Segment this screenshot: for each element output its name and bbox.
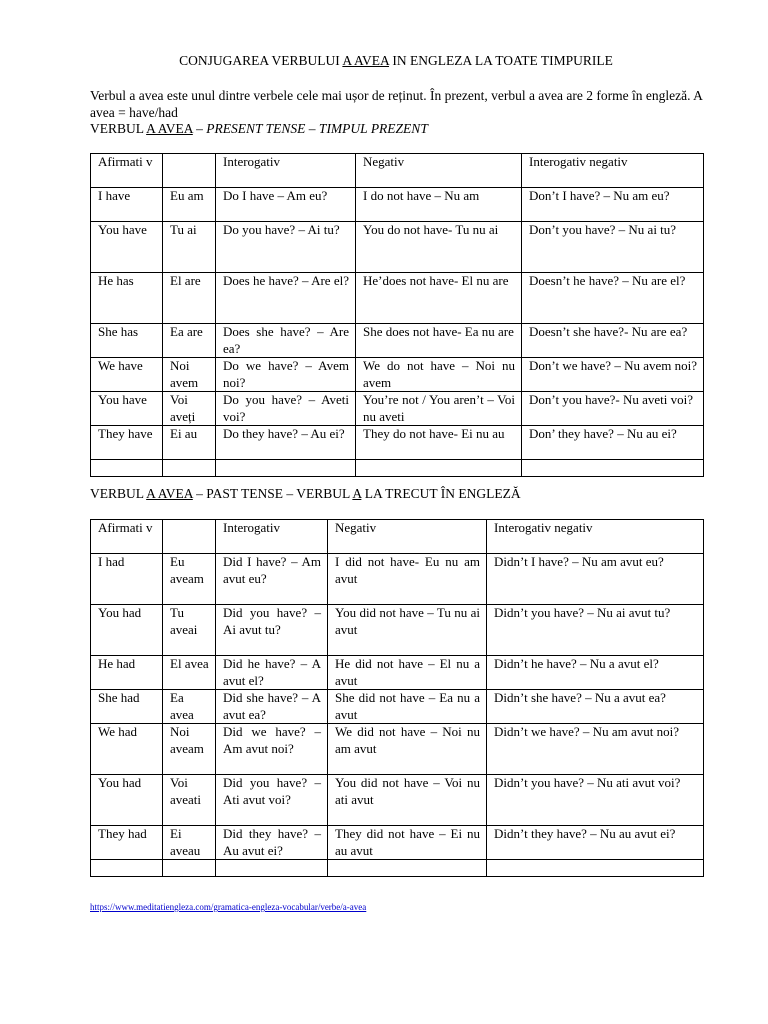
cell-interrogative-negative: Don’t we have? – Nu avem noi? [522,358,704,392]
cell-romanian: Ea avea [163,690,216,724]
cell-interrogative-negative: Don’t you have?- Nu aveti voi? [522,392,704,426]
table-row [91,273,704,324]
heading-italic: PRESENT TENSE – TIMPUL PREZENT [206,121,428,136]
cell-interrogative: Did we have? – Am avut noi? [216,724,328,775]
header-cell-negative: Negativ [328,520,487,554]
table-row [91,605,704,656]
cell-romanian: Ei au [163,426,216,460]
header-cell-negative: Negativ [356,154,522,188]
header-cell-interrogative: Interogativ [216,520,328,554]
empty-cell [163,860,216,877]
table-row [91,554,704,605]
heading-part: VERBUL [90,486,147,501]
cell-negative: You’re not / You aren’t – Voi nu aveti [356,392,522,426]
cell-interrogative: Does he have? – Are el? [216,273,356,324]
table-header-row [91,154,704,188]
cell-interrogative-negative: Doesn’t she have?- Nu are ea? [522,324,704,358]
heading-underlined: A [352,486,362,501]
cell-romanian: Eu am [163,188,216,222]
cell-affirmative: I had [91,554,163,605]
cell-affirmative: You had [91,775,163,826]
cell-interrogative-negative: Don’ they have? – Nu au ei? [522,426,704,460]
table-empty-row [91,460,704,477]
cell-interrogative-negative: Didn’t they have? – Nu au avut ei? [487,826,704,860]
cell-negative: She does not have- Ea nu are [356,324,522,358]
heading-underlined: A AVEA [146,121,193,136]
cell-affirmative: She had [91,690,163,724]
cell-affirmative: We had [91,724,163,775]
cell-interrogative: Do you have? – Ai tu? [216,222,356,273]
empty-cell [328,860,487,877]
cell-negative: They did not have – Ei nu au avut [328,826,487,860]
heading-underlined: A AVEA [146,486,193,501]
cell-romanian: Noi avem [163,358,216,392]
cell-negative: You do not have- Tu nu ai [356,222,522,273]
cell-interrogative: Did you have? – Ai avut tu? [216,605,328,656]
cell-negative: He did not have – El nu a avut [328,656,487,690]
table-empty-row [91,860,704,877]
cell-affirmative: They had [91,826,163,860]
cell-affirmative: You had [91,605,163,656]
cell-affirmative: I have [91,188,163,222]
cell-interrogative: Did I have? – Am avut eu? [216,554,328,605]
cell-negative: I do not have – Nu am [356,188,522,222]
cell-romanian: Ei aveau [163,826,216,860]
intro-paragraph: Verbul a avea este unul dintre verbele cele mai ușor de reținut. În prezent, verbul a avea are 2 forme în engleză. A avea = have/had [90,88,703,120]
cell-interrogative-negative: Didn’t you have? – Nu ai avut tu? [487,605,704,656]
cell-romanian: Tu aveai [163,605,216,656]
table-row [91,656,704,690]
cell-romanian: El are [163,273,216,324]
table-header-row [91,520,704,554]
empty-cell [522,460,704,477]
table-row [91,775,704,826]
cell-negative: They do not have- Ei nu au [356,426,522,460]
cell-interrogative: Do I have – Am eu? [216,188,356,222]
cell-interrogative-negative: Didn’t he have? – Nu a avut el? [487,656,704,690]
heading-part: VERBUL [90,121,147,136]
header-cell-interrogative-negative: Interogativ negativ [487,520,704,554]
cell-negative: You did not have – Tu nu ai avut [328,605,487,656]
cell-interrogative-negative: Don’t I have? – Nu am eu? [522,188,704,222]
header-cell-interrogative-negative: Interogativ negativ [522,154,704,188]
cell-interrogative: Did he have? – A avut el? [216,656,328,690]
cell-affirmative: They have [91,426,163,460]
cell-interrogative: Did she have? – A avut ea? [216,690,328,724]
cell-negative: We do not have – Noi nu avem [356,358,522,392]
cell-affirmative: She has [91,324,163,358]
table-row [91,358,704,392]
cell-romanian: El avea [163,656,216,690]
cell-negative: We did not have – Noi nu am avut [328,724,487,775]
empty-cell [487,860,704,877]
header-cell-affirmative: Afirmati v [91,520,163,554]
cell-interrogative-negative: Didn’t you have? – Nu ati avut voi? [487,775,704,826]
empty-cell [216,860,328,877]
cell-interrogative-negative: Didn’t I have? – Nu am avut eu? [487,554,704,605]
title-part: CONJUGAREA VERBULUI [179,53,343,68]
cell-interrogative: Do they have? – Au ei? [216,426,356,460]
source-link[interactable]: https://www.meditatiengleza.com/gramatica-engleza-vocabular/verbe/a-avea [90,902,367,912]
empty-cell [216,460,356,477]
table-row [91,724,704,775]
cell-affirmative: He had [91,656,163,690]
table-row [91,392,704,426]
present-tense-table [90,153,704,477]
cell-interrogative: Did they have? – Au avut ei? [216,826,328,860]
cell-interrogative-negative: Didn’t she have? – Nu a avut ea? [487,690,704,724]
heading-part: LA TRECUT ÎN ENGLEZĂ [361,486,521,501]
present-section-heading [90,121,428,137]
title-underlined: A AVEA [342,53,390,68]
cell-affirmative: He has [91,273,163,324]
table-row [91,426,704,460]
document-title [90,53,702,69]
cell-affirmative: You have [91,392,163,426]
cell-negative: She did not have – Ea nu a avut [328,690,487,724]
heading-part: – PAST TENSE – VERBUL [192,486,353,501]
table-row [91,690,704,724]
cell-affirmative: You have [91,222,163,273]
cell-negative: He’does not have- El nu are [356,273,522,324]
header-cell-interrogative: Interogativ [216,154,356,188]
past-section-heading [90,486,521,502]
cell-interrogative: Do you have? – Aveti voi? [216,392,356,426]
cell-interrogative-negative: Don’t you have? – Nu ai tu? [522,222,704,273]
table-row [91,826,704,860]
cell-romanian: Tu ai [163,222,216,273]
title-part: IN ENGLEZA LA TOATE TIMPURILE [389,53,613,68]
cell-affirmative: We have [91,358,163,392]
empty-cell [91,860,163,877]
cell-interrogative: Does she have? – Are ea? [216,324,356,358]
cell-interrogative: Did you have? – Ati avut voi? [216,775,328,826]
cell-romanian: Noi aveam [163,724,216,775]
header-cell-romanian [163,154,216,188]
cell-interrogative-negative: Didn’t we have? – Nu am avut noi? [487,724,704,775]
cell-romanian: Voi aveati [163,775,216,826]
past-tense-table [90,519,704,877]
cell-interrogative-negative: Doesn’t he have? – Nu are el? [522,273,704,324]
cell-negative: You did not have – Voi nu ati avut [328,775,487,826]
header-cell-affirmative: Afirmati v [91,154,163,188]
table-row [91,188,704,222]
cell-romanian: Ea are [163,324,216,358]
empty-cell [91,460,163,477]
cell-romanian: Eu aveam [163,554,216,605]
header-cell-romanian [163,520,216,554]
empty-cell [163,460,216,477]
table-row [91,222,704,273]
cell-negative: I did not have- Eu nu am avut [328,554,487,605]
heading-part: – [192,121,207,136]
cell-romanian: Voi aveți [163,392,216,426]
table-row [91,324,704,358]
cell-interrogative: Do we have? – Avem noi? [216,358,356,392]
empty-cell [356,460,522,477]
